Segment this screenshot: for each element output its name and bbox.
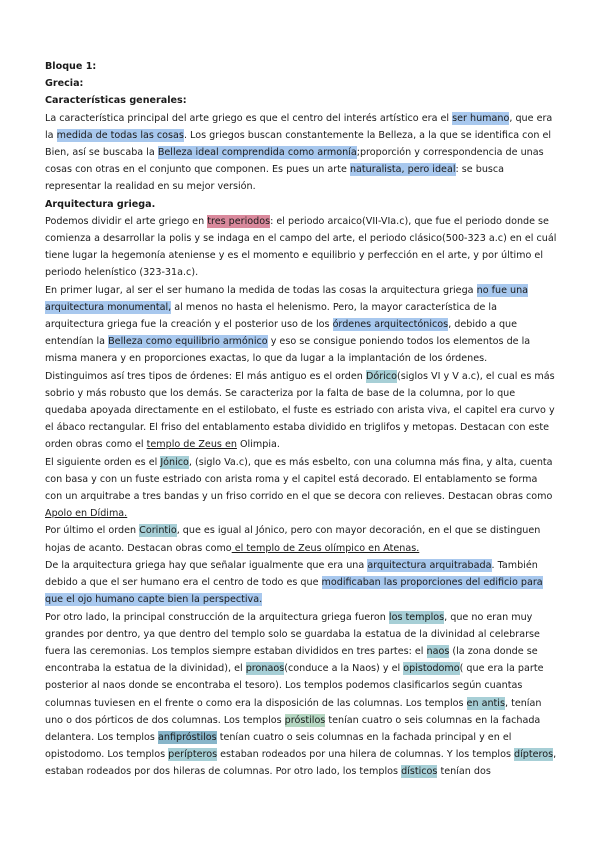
highlighted-text: medida de todas las cosas [56,129,184,141]
text-run: (siglos VI y V a.c), el cual es más sobrio y más robusto que los demás. Se caracteriza por la falta de base de la columna, por lo que quedaba apoyada directamente en el estilobato, el fuste es estriado con arista viva, el capitel era curvo y el ábaco rectangular. El friso del entablamento estaba dividido en triglifos y metopas. Destacan con este orden obras como el [45,370,555,451]
block-heading: Bloque 1: [45,61,97,72]
paragraph-dorico [45,368,557,454]
text-run: (conduce a la Naos) y el [284,663,404,675]
highlighted-text: Belleza como equilibrio armónico [108,336,268,348]
text-run: : se busca representar la realidad en su mejor versión. [45,164,505,193]
text-run: La característica principal del arte griego es que el centro del interés artístico era el [45,112,453,124]
text-run: Por otro lado, la principal construcción de la arquitectura griega fueron [45,611,389,623]
paragraph-ordenes [45,282,557,368]
highlighted-text: dísticos [401,766,438,778]
highlighted-text: perípteros [168,749,218,761]
text-run: , que es igual al Jónico, pero con mayor decoración, en el que se distinguen hojas de acanto. Destacan obras como [45,525,541,554]
text-run: al menos no hasta el helenismo. Pero, la mayor característica de la arquitectura griega fue la creación y el posterior uso de los [45,301,497,331]
highlighted-text: arquitectura arquitrabada [367,559,492,571]
underlined-text: el templo de Zeus olímpico en Atenas. [231,542,420,554]
highlighted-text: tres periodos [207,215,271,227]
highlighted-text: modificaban las proporciones del edificio para que el ojo humano capte bien la perspectiva. [45,577,543,606]
paragraph-periodos [45,213,557,282]
highlighted-text: próstilos [284,714,326,726]
highlighted-text: no fue una arquitectura monumental, [45,284,529,313]
text-run: y eso se consigue poniendo todos los elementos de la misma manera y en proporciones exactas, lo que da lugar a la implantación de los órdenes. [45,336,531,365]
highlighted-text: dípteros [514,749,554,761]
text-run: , que era la [45,112,553,141]
text-run: . También debido a que el ser humano era el centro de todo es que [45,559,538,589]
paragraph-arquitrabada [45,557,557,609]
text-run: : el periodo arcaico(VII-VIa.c), que fue el periodo donde se comienza a desarrollar la polis y se indaga en el campo del arte, el periodo clásico(500-323 a.c) en el cuál tiene lugar la hegemonía ateniense y es el momento e equilibrio y perfección en el arte, y por último el periodo helenístico (323-31a.c). [45,215,557,279]
text-run: , tenían uno o dos pórticos de dos columnas. Los templos [45,697,542,726]
document-page [45,58,557,781]
text-run: ;proporción y correspondencia de unas cosas con otras en el conjunto que componen. Es pues un arte [45,147,544,176]
text-run: tenían cuatro o seis columnas en la fachada principal y en el opistodomo. Los templos [45,731,512,761]
text-run: , (siglo Va.c), que es más esbelto, con una columna más fina, y alta, cuenta con basa y con un fuste estriado con arista roma y el capitel está decorado. El entablamento se forma con un arquitrabe a tres bandas y un friso corrido en el que se decora con relieves. Destacan obras como [45,456,553,503]
text-run: tenían cuatro o seis columnas en la fachada delantera. Los templos [45,714,541,743]
highlighted-text: naos [426,645,450,657]
highlighted-text: Belleza ideal comprendida como armonía [157,147,357,159]
highlighted-text: Corintio [139,525,177,537]
text-run: . Los griegos buscan constantemente la Belleza, a la que se identifica con el Bien, así se buscaba la [45,129,552,159]
section-heading-caracteristicas: Características generales: [45,95,187,107]
highlighted-text: opistodomo [403,663,460,675]
highlighted-text: Dórico [365,370,397,382]
text-run: Distinguimos así tres tipos de órdenes: El más antiguo es el orden [45,370,366,382]
text-run: Podemos dividir el arte griego en [45,215,208,227]
text-run: estaban rodeados por una hilera de columnas. Y los templos [217,749,515,761]
highlighted-text: anfipróstilos [157,731,217,743]
highlighted-text: naturalista, pero ideal [349,164,456,176]
text-run: tenían dos [437,766,491,778]
highlighted-text: en antis [466,697,505,709]
highlighted-text: Jónico [160,456,189,468]
text-run: En primer lugar, al ser el ser humano la medida de todas las cosas la arquitectura griega [45,284,477,296]
text-run: , debido a que entendían la [45,319,518,348]
section-heading-arquitectura: Arquitectura griega. [45,198,156,210]
text-run: (la zona donde se encontraba la estatua de la divinidad), el [45,645,538,675]
underlined-text: Apolo en Dídima. [45,508,128,520]
paragraph-corintio [45,522,557,556]
paragraph-caracteristicas [45,110,557,196]
paragraph-templos [45,609,557,781]
text-run: , que no eran muy grandes por dentro, ya que dentro del templo solo se guardaba la estatua de la divinidad al celebrarse fuera las ceremonias. Los templos siempre estaban divididos en tres partes: el [45,611,540,657]
highlighted-text: órdenes arquitectónicos [332,319,449,331]
text-run: El siguiente orden es el [45,456,161,468]
paragraph-jonico [45,454,557,523]
text-run: Olimpia. [236,439,280,451]
text-run: , estaban rodeados por dos hileras de columnas. Por otro lado, los templos [45,749,557,778]
highlighted-text: ser humano [452,112,510,124]
highlighted-text: los templos [388,611,445,623]
underlined-text: en [224,439,237,451]
underlined-text: templo de Zeus [146,439,225,451]
section-heading-grecia: Grecia: [45,78,84,90]
text-run: Por último el orden [45,525,140,537]
highlighted-text: pronaos [245,663,285,675]
text-run: ( que era la parte posterior al naos donde se encontraba el tesoro). Los templos podemos clasificarlos según cuantas columnas tuviesen en el frente o como era la disposición de las columnas. Los templos [45,663,544,709]
text-run: De la arquitectura griega hay que señalar igualmente que era una [45,559,368,571]
